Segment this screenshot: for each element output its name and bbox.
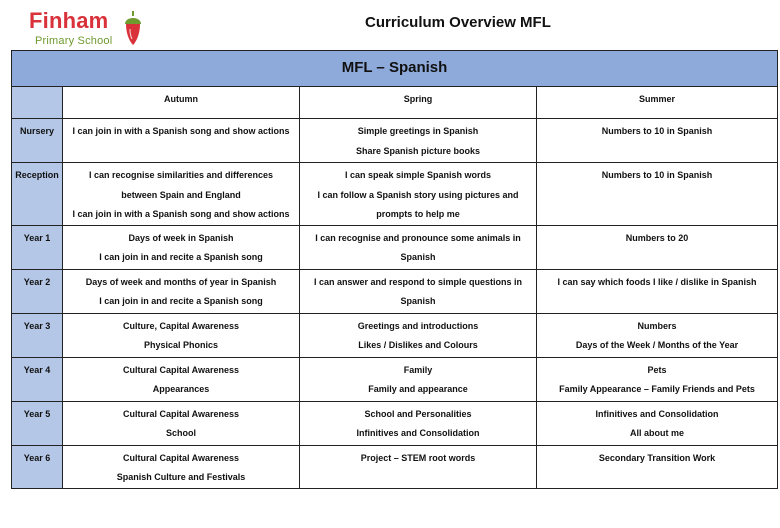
table-cell: [300, 357, 537, 401]
cell-line: Numbers: [637, 320, 677, 331]
cell-line: Family Appearance – Family Friends and Pets: [559, 384, 755, 394]
cell-line: between Spain and England: [121, 189, 241, 200]
school-logo: [29, 8, 159, 50]
table-cell: [300, 119, 537, 163]
cell-line: I can answer and respond to simple questions in: [313, 276, 523, 287]
row-label: Year 6: [12, 445, 63, 488]
table-cell: [300, 269, 537, 313]
cell-line: Numbers to 10 in Spanish: [601, 126, 713, 136]
row-label: Year 1: [12, 225, 63, 269]
table-cell: [300, 445, 537, 488]
cell-line: Cultural Capital Awareness: [122, 452, 240, 463]
table-cell: [63, 401, 300, 445]
header-row: [12, 87, 778, 119]
row-label: Year 5: [12, 401, 63, 445]
table-cell: [537, 445, 778, 488]
table-cell: [537, 357, 778, 401]
acorn-icon: [122, 10, 144, 48]
table-row: [12, 119, 778, 163]
table-cell: [537, 225, 778, 269]
page-title: Curriculum Overview MFL: [365, 14, 551, 31]
curriculum-table: [11, 50, 778, 489]
table-cell: [63, 313, 300, 357]
row-label: Nursery: [12, 119, 63, 163]
corner-cell: [12, 87, 63, 119]
row-label: Year 3: [12, 313, 63, 357]
table-row: [12, 269, 778, 313]
table-cell: [537, 119, 778, 163]
logo-subtitle: Primary School: [35, 35, 113, 47]
column-header-spring: Spring: [300, 87, 537, 119]
row-label: Year 4: [12, 357, 63, 401]
cell-line: Physical Phonics: [143, 340, 219, 350]
table-cell: [63, 163, 300, 226]
cell-line: Spanish: [400, 296, 436, 306]
cell-line: Share Spanish picture books: [355, 145, 481, 156]
table-cell: [63, 269, 300, 313]
cell-line: I can recognise similarities and differences: [88, 170, 274, 180]
table-row: [12, 225, 778, 269]
table-cell: [300, 163, 537, 226]
table-cell: [537, 163, 778, 226]
cell-line: Appearances: [152, 384, 210, 394]
cell-line: I can join in and recite a Spanish song: [99, 296, 263, 306]
cell-line: Spanish: [400, 252, 436, 262]
cell-line: Simple greetings in Spanish: [357, 126, 479, 136]
row-label: Year 2: [12, 269, 63, 313]
cell-line: I can recognise and pronounce some animals in: [315, 232, 521, 243]
table-cell: [537, 269, 778, 313]
table-cell: [537, 313, 778, 357]
cell-line: School and Personalities: [364, 408, 472, 419]
cell-line: Cultural Capital Awareness: [122, 364, 240, 375]
cell-line: I can join in with a Spanish song and show actions: [72, 126, 290, 136]
cell-line: Infinitives and Consolidation: [595, 408, 719, 419]
cell-line: Days of week and months of year in Spanish: [85, 276, 277, 287]
cell-line: I can speak simple Spanish words: [344, 170, 492, 180]
cell-line: Secondary Transition Work: [598, 452, 716, 463]
table-cell: [63, 357, 300, 401]
table-row: [12, 357, 778, 401]
table-cell: [63, 445, 300, 488]
cell-line: School: [165, 428, 196, 438]
cell-line: Likes / Dislikes and Colours: [358, 340, 478, 350]
cell-line: Cultural Capital Awareness: [122, 408, 240, 419]
table-row: [12, 445, 778, 488]
table-row: [12, 163, 778, 226]
cell-line: All about me: [630, 428, 685, 438]
column-header-summer: Summer: [537, 87, 778, 119]
cell-line: Project – STEM root words: [360, 452, 476, 463]
cell-line: prompts to help me: [376, 209, 460, 219]
cell-line: Culture, Capital Awareness: [122, 320, 240, 331]
cell-line: I can join in and recite a Spanish song: [99, 252, 263, 262]
cell-line: Days of the Week / Months of the Year: [575, 340, 739, 350]
cell-line: Days of week in Spanish: [128, 232, 234, 243]
cell-line: Greetings and introductions: [357, 320, 479, 331]
table-row: [12, 313, 778, 357]
column-header-autumn: Autumn: [63, 87, 300, 119]
banner-row: [12, 51, 778, 87]
table-cell: [300, 401, 537, 445]
cell-line: I can join in with a Spanish song and show actions: [72, 209, 290, 219]
table-cell: [63, 119, 300, 163]
cell-line: Numbers to 10 in Spanish: [601, 170, 713, 180]
cell-line: Numbers to 20: [625, 232, 689, 243]
row-label: Reception: [12, 163, 63, 226]
table-row: [12, 401, 778, 445]
cell-line: Spanish Culture and Festivals: [116, 472, 246, 482]
cell-line: Infinitives and Consolidation: [356, 428, 480, 438]
logo-name: Finham: [29, 8, 109, 33]
cell-line: I can follow a Spanish story using pictures and: [317, 189, 519, 200]
cell-line: I can say which foods I like / dislike in Spanish: [557, 276, 757, 287]
table-cell: [537, 401, 778, 445]
cell-line: Pets: [647, 364, 667, 375]
cell-line: Family: [403, 364, 433, 375]
cell-line: Family and appearance: [368, 384, 468, 394]
table-cell: [63, 225, 300, 269]
table-cell: [300, 313, 537, 357]
banner-title: MFL – Spanish: [12, 51, 778, 87]
table-cell: [300, 225, 537, 269]
